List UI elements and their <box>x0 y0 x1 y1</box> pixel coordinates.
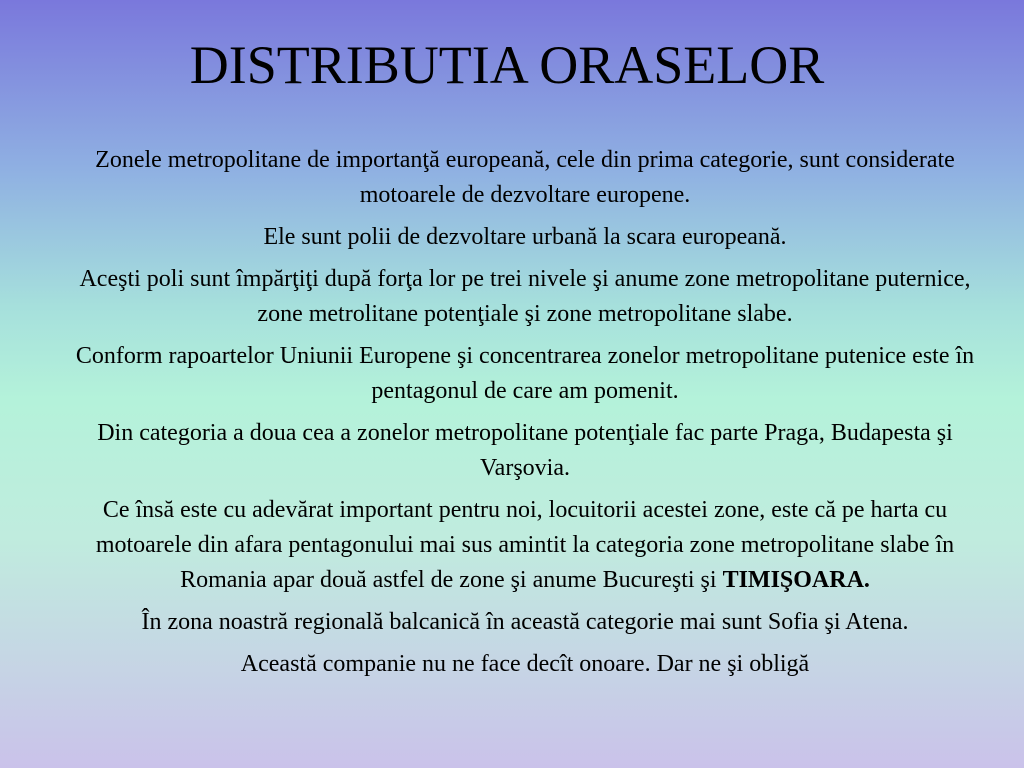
text-line: harta cu motoarele din afara pentagonului mai sus amintit la categoria zone <box>95 497 948 558</box>
paragraph-7 <box>66 605 984 640</box>
text-line: slabe. <box>737 301 793 327</box>
text-line: Această companie nu ne face decît onoare. Dar ne şi obligă <box>240 651 810 677</box>
text-line: Atena. <box>845 609 909 635</box>
text-line: metropolitane slabe în Romania apar două astfel de zone şi anume <box>180 532 955 593</box>
text-line: În zona noastră regională balcanică în această categorie mai sunt Sofia şi <box>141 609 841 635</box>
text-line <box>603 567 870 593</box>
text-line: Zonele metropolitane de importanţă europeană, cele din prima categorie, sunt <box>95 147 840 173</box>
paragraph-2 <box>66 220 984 255</box>
slide-title: DISTRIBUTIA ORASELOR <box>189 35 825 95</box>
text-line: metropolitane puternice, zone metrolitane potenţiale şi zone metropolitane <box>257 266 971 327</box>
text-line: putenice este în pentagonul de care am pomenit. <box>371 343 975 404</box>
paragraph-6 <box>66 493 984 598</box>
paragraph-1 <box>66 143 984 213</box>
paragraph-5 <box>66 416 984 486</box>
text-line: Conform rapoartelor Uniunii Europene şi concentrarea zonelor metropolitane <box>75 343 819 369</box>
paragraph-8 <box>66 647 984 682</box>
text-fragment: Bucureşti şi <box>602 567 723 593</box>
text-line: Ele sunt polii de dezvoltare urbană la scara europeană. <box>263 224 787 250</box>
paragraph-3 <box>66 262 984 332</box>
highlighted-city: TIMIŞOARA. <box>722 567 870 593</box>
text-line: considerate motoarele de dezvoltare europene. <box>359 147 955 208</box>
text-line: Ce însă este cu adevărat important pentru noi, locuitorii acestei zone, este că pe <box>102 497 865 523</box>
paragraph-4 <box>66 339 984 409</box>
slide-body <box>66 143 984 689</box>
text-line: Budapesta şi Varşovia. <box>480 420 953 481</box>
text-line: Aceşti poli sunt împărţiţi după forţa lor pe trei nivele şi anume zone <box>79 266 730 292</box>
text-line: Din categoria a doua cea a zonelor metropolitane potenţiale fac parte Praga, <box>97 420 825 446</box>
